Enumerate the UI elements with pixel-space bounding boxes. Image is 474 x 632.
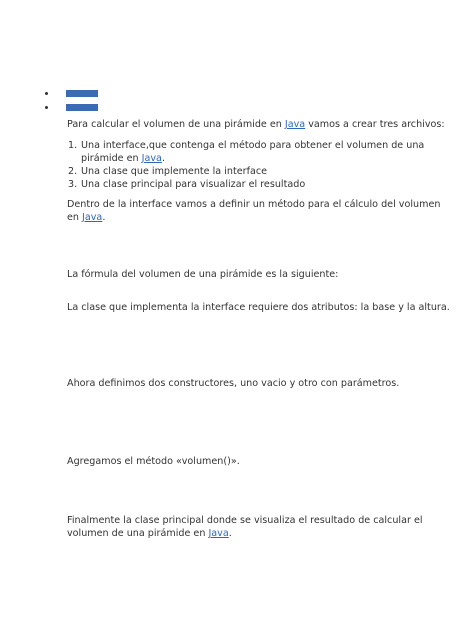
- constructors-paragraph: Ahora definimos dos constructores, uno vacio y otro con parámetros.: [67, 378, 400, 389]
- nav-bullet-2[interactable]: [45, 102, 98, 112]
- nav-bar-2[interactable]: [66, 104, 98, 111]
- list-number: 2.: [68, 166, 78, 177]
- list-item-text: Una interface,que contenga el método para obtener el volumen de una: [81, 140, 425, 151]
- java-link[interactable]: Java: [208, 528, 229, 539]
- bullet-dot: [45, 106, 48, 109]
- list-item: [68, 178, 424, 191]
- intro-text-after: vamos a crear tres archivos:: [305, 119, 445, 130]
- java-link[interactable]: Java: [284, 119, 306, 130]
- list-item: [68, 139, 425, 165]
- interface-paragraph-line1: Dentro de la interface vamos a definir un método para el cálculo del volumen: [67, 199, 441, 210]
- attributes-paragraph: La clase que implementa la interface requiere dos atributos: la base y la altura.: [67, 302, 450, 313]
- interface-text-before: en: [67, 212, 83, 223]
- list-number: 3.: [68, 179, 78, 190]
- java-link[interactable]: Java: [82, 212, 103, 223]
- list-item-text: Una clase principal para visualizar el resultado: [81, 179, 306, 190]
- nav-bar-1[interactable]: [66, 90, 98, 97]
- java-link[interactable]: Java: [141, 153, 162, 164]
- bullet-dot: [45, 92, 48, 95]
- nav-bullet-1[interactable]: [45, 88, 98, 98]
- list-number: 1.: [68, 140, 78, 151]
- list-item: [68, 165, 424, 178]
- interface-paragraph-line2: [67, 211, 440, 224]
- final-text-before: volumen de una pirámide en: [67, 528, 209, 539]
- files-list: [68, 139, 425, 191]
- interface-text-after: .: [102, 212, 106, 223]
- list-item-text-before: pirámide en: [81, 153, 142, 164]
- formula-paragraph: La fórmula del volumen de una pirámide es la siguiente:: [67, 269, 339, 280]
- method-paragraph: Agregamos el método «volumen()».: [67, 456, 240, 467]
- final-paragraph: [67, 514, 423, 540]
- intro-text-before: Para calcular el volumen de una pirámide en: [67, 119, 285, 130]
- list-item-text-after: .: [161, 153, 165, 164]
- final-paragraph-line1: Finalmente la clase principal donde se visualiza el resultado de calcular el: [67, 515, 423, 526]
- list-item-text: Una clase que implemente la interface: [81, 166, 268, 177]
- final-text-after: .: [228, 528, 232, 539]
- interface-paragraph: [67, 198, 440, 224]
- final-paragraph-line2: [67, 527, 423, 540]
- list-item-text-line2: [81, 152, 424, 165]
- intro-paragraph: [67, 118, 445, 131]
